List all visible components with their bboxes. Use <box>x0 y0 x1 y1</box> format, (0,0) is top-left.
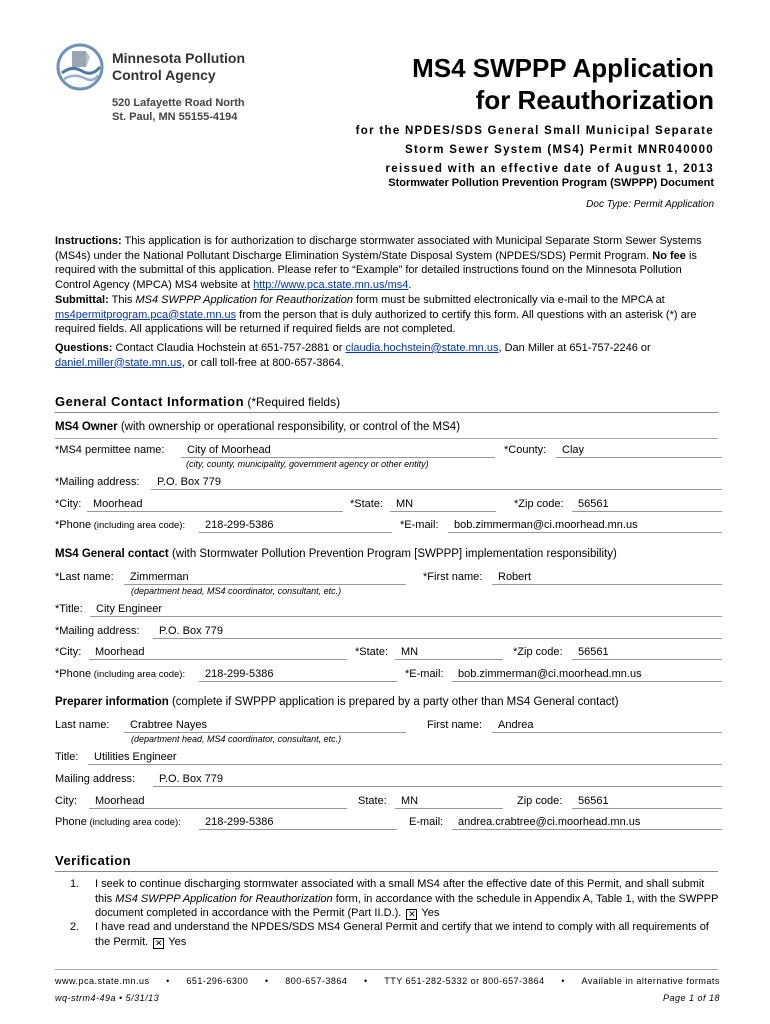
submittal-text3: from the person that is duly authorized to certify this form. All questions with an asterisk (*) are required fields. All applications will be returned if required fields are not completed. <box>55 308 697 335</box>
prep-state-field[interactable]: MN <box>395 795 503 809</box>
gc-state-field[interactable]: MN <box>395 646 503 660</box>
general-contact-heading <box>55 394 340 409</box>
section-divider <box>55 412 718 413</box>
footer-contact-row <box>55 976 720 986</box>
owner-state-field[interactable]: MN <box>390 498 496 512</box>
verification-item2 <box>95 920 720 949</box>
owner-city-label: *City: <box>55 498 82 510</box>
gc-phone-hint: (including area code): <box>91 669 186 680</box>
instructions-end: . <box>408 278 412 291</box>
gc-dept-note: (department head, MS4 coordinator, consultant, etc.) <box>131 586 342 596</box>
gc-mailing-field[interactable]: P.O. Box 779 <box>153 625 722 639</box>
title-line1: MS4 SWPPP Application <box>412 53 714 83</box>
ms4-owner-desc: (with ownership or operational responsibility, or control of the MS4) <box>117 421 461 433</box>
subtitle-line4: Stormwater Pollution Prevention Program (SWPPP) Document <box>388 177 714 189</box>
owner-mailing-field[interactable]: P.O. Box 779 <box>151 476 722 490</box>
footer-formats: Available in alternative formats <box>581 976 720 986</box>
org-name <box>112 50 245 84</box>
prep-phone-field[interactable]: 218-299-5386 <box>199 816 397 830</box>
footer-bullet: • <box>265 976 269 986</box>
gc-title-label: *Title: <box>55 603 83 615</box>
gc-email-label: *E-mail: <box>405 668 444 680</box>
gc-first-name-label: *First name: <box>423 571 483 583</box>
footer-phone1: 651-296-6300 <box>186 976 249 986</box>
submittal-email-link[interactable]: ms4permitprogram.pca@state.mn.us <box>55 308 237 321</box>
ms4-owner-heading <box>55 421 460 433</box>
footer-phone2: 800-657-3864 <box>285 976 348 986</box>
gc-last-name-field[interactable]: Zimmerman <box>124 571 406 585</box>
submittal-text1: This <box>108 294 136 306</box>
instructions-label: Instructions: <box>55 235 122 247</box>
questions-text2: , Dan Miller at 651-757-2246 or <box>498 342 651 354</box>
prep-zip-field[interactable]: 56561 <box>572 795 722 809</box>
owner-phone-label <box>55 519 185 531</box>
preparer-desc: (complete if SWPPP application is prepared by a party other than MS4 General contact) <box>168 696 619 708</box>
prep-email-field[interactable]: andrea.crabtree@ci.moorhead.mn.us <box>452 816 722 830</box>
submittal-form-name: MS4 SWPPP Application for Reauthorization <box>135 294 353 306</box>
questions-label: Questions: <box>55 342 113 354</box>
instructions-text2: is required with the submittal of this application. Please refer to “Example” for detailed instructions found on the Minnesota Pollution Control Agency (MPCA) MS4 website at <box>55 249 697 291</box>
footer-bullet: • <box>166 976 170 986</box>
prep-mailing-label: Mailing address: <box>55 773 136 785</box>
verification-heading: Verification <box>55 853 132 868</box>
prep-email-label: E-mail: <box>409 816 444 828</box>
gc-email-field[interactable]: bob.zimmerman@ci.moorhead.mn.us <box>452 668 722 682</box>
gc-state-label: *State: <box>355 646 389 658</box>
prep-phone-label <box>55 816 181 828</box>
item2-yes-label: Yes <box>168 935 187 948</box>
prep-city-label: City: <box>55 795 77 807</box>
owner-zip-field[interactable]: 56561 <box>572 498 722 512</box>
gc-zip-label: *Zip code: <box>513 646 563 658</box>
permittee-name-note: (city, county, municipality, government agency or other entity) <box>186 459 429 469</box>
owner-phone-field[interactable]: 218-299-5386 <box>199 519 392 533</box>
general-contact-title: General Contact Information <box>55 394 245 409</box>
prep-title-label: Title: <box>55 751 79 763</box>
prep-phone-label-text: Phone <box>55 816 87 828</box>
verification-divider <box>55 871 718 872</box>
prep-first-name-label: First name: <box>427 719 483 731</box>
owner-state-label: *State: <box>350 498 384 510</box>
verification-item2-text: I have read and understand the NPDES/SDS MS4 General Permit and certify that we intend to comply with all requirements of the Permit. <box>95 921 709 948</box>
general-contact-subheading <box>55 548 617 560</box>
ms4-website-link[interactable]: http://www.pca.state.mn.us/ms4 <box>253 278 409 291</box>
gc-title-field[interactable]: City Engineer <box>90 603 722 617</box>
title-line2: for Reauthorization <box>475 85 714 115</box>
general-contact-subtitle: MS4 General contact <box>55 548 169 560</box>
subsection-divider <box>55 438 718 439</box>
subtitle-line3: reissued with an effective date of August 1, 2013 <box>385 163 714 175</box>
gc-city-field[interactable]: Moorhead <box>89 646 347 660</box>
footer-page-number: Page 1 of 18 <box>662 993 720 1003</box>
prep-mailing-field[interactable]: P.O. Box 779 <box>153 773 722 787</box>
instructions-paragraph <box>55 234 715 292</box>
questions-paragraph <box>55 341 715 370</box>
document-title <box>412 52 714 116</box>
submittal-text2: form must be submitted electronically via e-mail to the MPCA at <box>352 294 665 306</box>
ms4-owner-title: MS4 Owner <box>55 421 118 433</box>
prep-city-field[interactable]: Moorhead <box>89 795 347 809</box>
footer-bullet: • <box>561 976 565 986</box>
subtitle-line2: Storm Sewer System (MS4) Permit MNR040000 <box>405 144 714 156</box>
org-name-line2: Control Agency <box>112 67 216 83</box>
footer-tty: TTY 651-282-5332 or 800-657-3864 <box>384 976 545 986</box>
item2-yes-checkbox[interactable]: ✕ <box>154 937 163 948</box>
item1-yes-checkbox[interactable]: ✕ <box>408 909 416 919</box>
prep-dept-note: (department head, MS4 coordinator, consultant, etc.) <box>131 734 342 744</box>
footer-doc-id: wq-strm4-49a • 5/31/13 <box>55 993 160 1003</box>
preparer-heading <box>55 696 619 708</box>
county-label: *County: <box>504 444 547 456</box>
prep-state-label: State: <box>358 795 387 807</box>
questions-text1: Contact Claudia Hochstein at 651-757-2881 or <box>112 342 346 354</box>
verification-item2-number: 2. <box>70 921 80 933</box>
no-fee: No fee <box>652 249 686 262</box>
permittee-name-label: *MS4 permittee name: <box>55 444 165 456</box>
verification-item1-text-b: form, in accordance with the schedule in Appendix A, Table 1, with the SWPPP document completed in accordance with the Permit (Part II.D.). <box>95 892 719 919</box>
owner-email-field[interactable]: bob.zimmerman@ci.moorhead.mn.us <box>448 519 722 533</box>
county-field[interactable]: Clay <box>556 444 722 458</box>
gc-zip-field[interactable]: 56561 <box>572 646 722 660</box>
mpca-logo-icon <box>56 43 104 91</box>
org-name-line1: Minnesota Pollution <box>112 50 245 66</box>
submittal-label: Submittal: <box>55 294 109 306</box>
prep-first-name-field[interactable]: Andrea <box>492 719 722 733</box>
doc-type: Doc Type: Permit Application <box>586 199 714 210</box>
permittee-name-field[interactable]: City of Moorhead <box>181 444 495 458</box>
subtitle-line1: for the NPDES/SDS General Small Municipal Separate <box>355 125 714 137</box>
instructions-text1: This application is for authorization to discharge stormwater associated with Municipal Separate Storm Sewer Systems (MS4s) under the National Pollutant Discharge Elimination System/State Disposal System (NPDES/SDS) Permit Program. <box>55 235 702 262</box>
owner-mailing-label: *Mailing address: <box>55 476 140 488</box>
document-subtitle <box>356 122 714 179</box>
owner-phone-label-text: *Phone <box>55 519 92 531</box>
prep-title-field[interactable]: Utilities Engineer <box>88 751 722 765</box>
gc-city-label: *City: <box>55 646 82 658</box>
owner-city-field[interactable]: Moorhead <box>87 498 343 512</box>
footer-bullet: • <box>363 976 368 986</box>
org-address <box>112 96 245 124</box>
footer-site[interactable]: www.pca.state.mn.us <box>55 976 150 986</box>
general-contact-desc: (with Stormwater Pollution Prevention Program [SWPPP] implementation responsibility) <box>168 548 617 560</box>
gc-phone-label <box>55 668 185 680</box>
prep-zip-label: Zip code: <box>517 795 563 807</box>
preparer-title: Preparer information <box>55 696 169 708</box>
org-address-line2: St. Paul, MN 55155-4194 <box>112 111 238 123</box>
owner-phone-hint: (including area code): <box>91 520 186 531</box>
gc-phone-field[interactable]: 218-299-5386 <box>199 668 397 682</box>
required-fields-note: (*Required fields) <box>244 395 341 409</box>
gc-first-name-field[interactable]: Robert <box>492 571 722 585</box>
submittal-paragraph <box>55 293 715 337</box>
gc-last-name-label: *Last name: <box>55 571 114 583</box>
org-address-line1: 520 Lafayette Road North <box>112 97 245 109</box>
owner-email-label: *E-mail: <box>400 519 439 531</box>
prep-phone-hint: (including area code): <box>86 817 181 828</box>
verification-item1 <box>95 877 720 921</box>
prep-last-name-label: Last name: <box>55 719 110 731</box>
verification-item1-form: MS4 SWPPP Application for Reauthorization <box>115 892 333 905</box>
item1-yes-label: Yes <box>421 907 440 919</box>
questions-text3: , or call toll-free at 800-657-3864. <box>181 356 344 369</box>
footer-divider <box>55 969 718 970</box>
verification-item1-text-a: I seek to continue discharging stormwater associated with a small MS4 after the effective date of this Permit, and shall submit this <box>95 878 705 905</box>
owner-zip-label: *Zip code: <box>514 498 564 510</box>
claudia-email-link[interactable]: claudia.hochstein@state.mn.us <box>345 342 499 354</box>
daniel-email-link[interactable]: daniel.miller@state.mn.us <box>55 356 182 369</box>
verification-item1-number: 1. <box>70 878 80 890</box>
gc-phone-label-text: *Phone <box>55 668 92 680</box>
gc-mailing-label: *Mailing address: <box>55 625 140 637</box>
prep-last-name-field[interactable]: Crabtree Nayes <box>124 719 406 733</box>
